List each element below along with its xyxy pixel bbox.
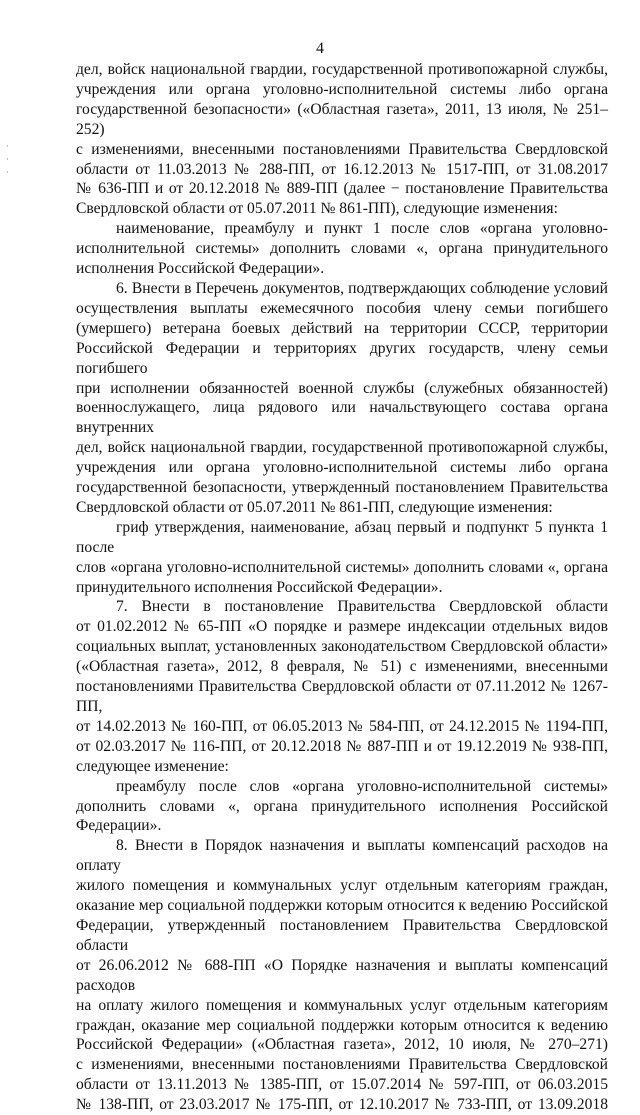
text-line: военнослужащего, лица рядового или начальствующего состава органа внутренних <box>76 399 608 437</box>
text-line: граждан, оказание мер социальной поддержки которым относится к ведению <box>76 1016 608 1034</box>
text-line: дополнить словами «, органа принудительного исполнения Российской <box>76 797 608 815</box>
text-line: Свердловской области от 05.07.2011 № 861-ПП, следующие изменения: <box>76 498 553 516</box>
text-line: гриф утверждения, наименование, абзац первый и подпункт 5 пункта 1 после <box>76 518 608 556</box>
text-line: от 26.06.2012 № 688-ПП «О Порядке назначения и выплаты компенсаций расходов <box>76 956 608 994</box>
text-line: 7. Внести в постановление Правительства Свердловской области <box>116 598 608 616</box>
text-line: 8. Внести в Порядок назначения и выплаты компенсаций расходов на оплату <box>76 837 608 875</box>
text-line: принудительного исполнения Российской Федерации». <box>76 578 443 596</box>
text-line: учреждения или органа уголовно-исполнительной системы либо органа <box>76 80 608 98</box>
text-line: от 01.02.2012 № 65-ПП «О порядке и размере индексации отдельных видов <box>76 618 608 636</box>
text-line: с изменениями, внесенными постановлениями Правительства Свердловской <box>76 140 608 158</box>
text-line: Свердловской области от 05.07.2011 № 861-ПП), следующие изменения: <box>76 200 558 218</box>
text-line: области от 13.11.2013 № 1385-ПП, от 15.07.2014 № 597-ПП, от 06.03.2015 <box>76 1076 608 1094</box>
text-line: Федерации». <box>76 817 162 835</box>
text-line: от 02.03.2017 № 116-ПП, от 20.12.2018 № 887-ПП и от 19.12.2019 № 938-ПП, <box>76 737 608 755</box>
text-line: осуществления выплаты ежемесячного пособия члену семьи погибшего <box>76 299 608 317</box>
document-body <box>76 60 608 1115</box>
page-number: 4 <box>316 40 324 57</box>
text-line: исполнения Российской Федерации». <box>76 260 325 278</box>
text-line: жилого помещения и коммунальных услуг отдельным категориям граждан, <box>76 877 608 895</box>
text-line: с изменениями, внесенными постановлениями Правительства Свердловской <box>76 1056 608 1074</box>
text-line: дел, войск национальной гвардии, государственной противопожарной службы, <box>76 61 608 78</box>
text-line: (умершего) ветерана боевых действий на территории СССР, территории <box>76 319 608 337</box>
text-line: № 636-ПП и от 20.12.2018 № 889-ПП (далее − постановление Правительства <box>76 180 608 198</box>
text-line: государственной безопасности» («Областная газета», 2011, 13 июля, № 251–252) <box>76 100 608 138</box>
margin-scan-marks: · · · <box>6 141 9 177</box>
text-line: области от 11.03.2013 № 288-ПП, от 16.12.2013 № 1517-ПП, от 31.08.2017 <box>76 160 608 178</box>
text-line: учреждения или органа уголовно-исполнительной системы либо органа <box>76 459 608 477</box>
text-line: наименование, преамбулу и пункт 1 после слов «органа уголовно- <box>116 220 608 238</box>
text-line: («Областная газета», 2012, 8 февраля, № 51) с изменениями, внесенными <box>76 658 608 676</box>
text-line: № 138-ПП, от 23.03.2017 № 175-ПП, от 12.10.2017 № 733-ПП, от 13.09.2018 <box>76 1096 608 1114</box>
text-line: следующее изменение: <box>76 757 229 775</box>
text-line: при исполнении обязанностей военной службы (служебных обязанностей) <box>76 379 608 397</box>
text-line: государственной безопасности, утвержденный постановлением Правительства <box>76 479 608 497</box>
text-line: Федерации, утвержденный постановлением Правительства Свердловской области <box>76 916 608 954</box>
text-line: слов «органа уголовно-исполнительной системы» дополнить словами «, органа <box>76 558 608 576</box>
text-line: оказание мер социальной поддержки которым относится к ведению Российской <box>76 897 608 915</box>
text-line: социальных выплат, установленных законодательством Свердловской области» <box>76 638 608 656</box>
text-line: 6. Внести в Перечень документов, подтверждающих соблюдение условий <box>116 279 608 297</box>
text-line: Российской Федерации» («Областная газета», 2012, 10 июля, № 270–271) <box>76 1036 608 1054</box>
text-line: Российской Федерации и территориях других государств, члену семьи погибшего <box>76 339 608 377</box>
text-line: на оплату жилого помещения и коммунальных услуг отдельным категориям <box>76 996 608 1014</box>
text-line: исполнительной системы» дополнить словами «, органа принудительного <box>76 240 608 258</box>
text-line: дел, войск национальной гвардии, государственной противопожарной службы, <box>76 439 608 457</box>
text-line: преамбулу после слов «органа уголовно-исполнительной системы» <box>116 777 608 795</box>
text-line: от 14.02.2013 № 160-ПП, от 06.05.2013 № 584-ПП, от 24.12.2015 № 1194-ПП, <box>76 717 608 735</box>
text-line: постановлениями Правительства Свердловской области от 07.11.2012 № 1267-ПП, <box>76 678 608 715</box>
